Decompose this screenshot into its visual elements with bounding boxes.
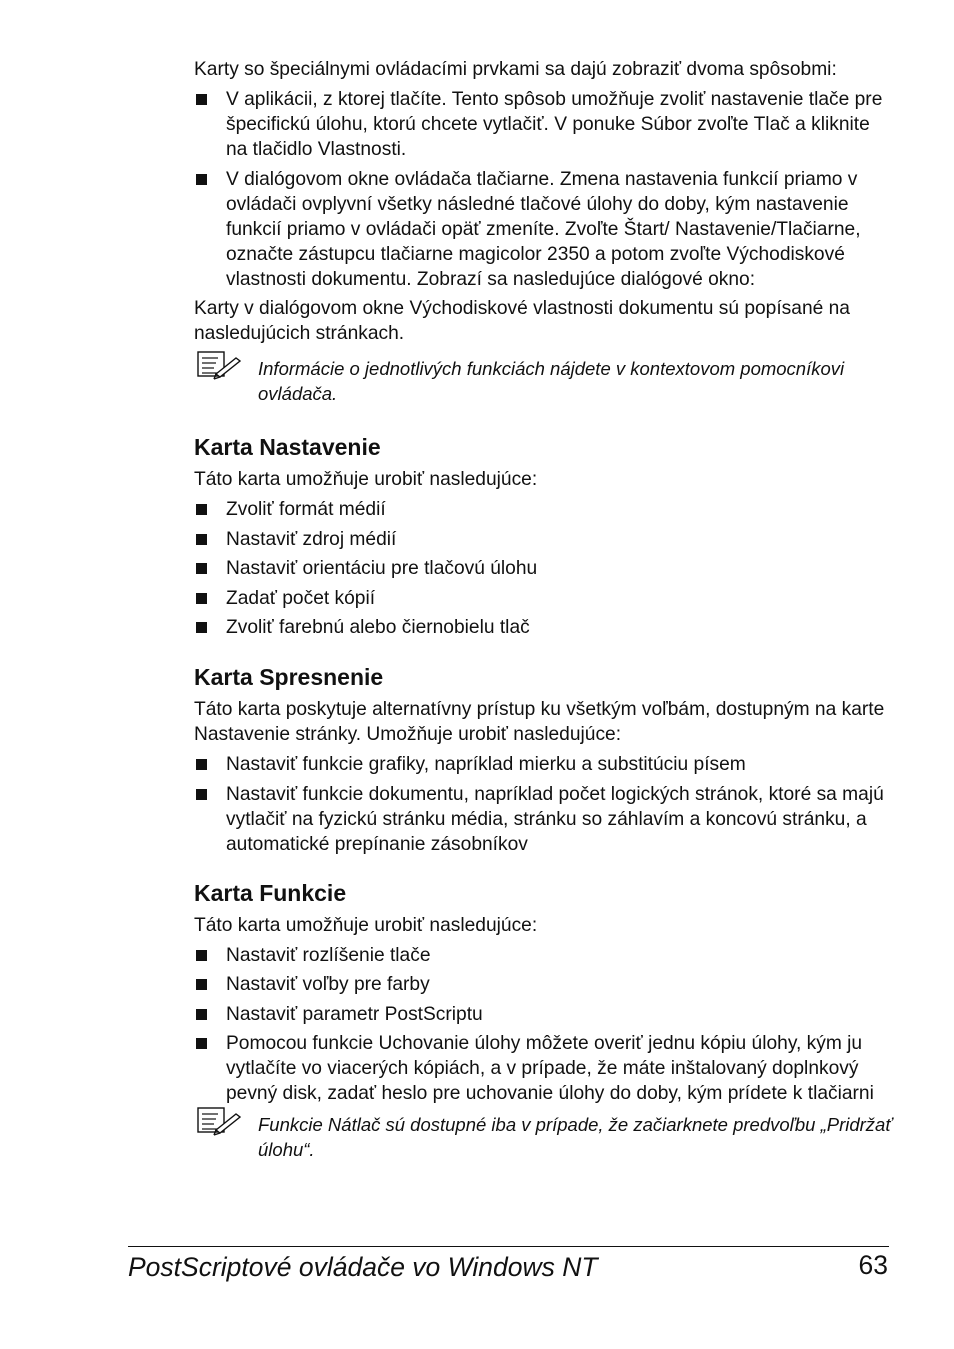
square-bullet-icon xyxy=(196,593,207,604)
square-bullet-icon xyxy=(196,563,207,574)
list-item-text: Zvoliť farebnú alebo čiernobielu tlač xyxy=(226,617,530,638)
list-item-text: Zvoliť formát médií xyxy=(226,499,386,520)
list-item xyxy=(194,1031,894,1106)
square-bullet-icon xyxy=(196,1038,207,1049)
list-item xyxy=(194,87,894,162)
note-pencil-icon xyxy=(196,1104,244,1140)
square-bullet-icon xyxy=(196,534,207,545)
section-heading: Karta Spresnenie xyxy=(194,664,384,690)
square-bullet-icon xyxy=(196,1009,207,1020)
list-item-text: Nastaviť parametr PostScriptu xyxy=(226,1003,483,1025)
footer-title: PostScriptové ovládače vo Windows NT xyxy=(128,1252,598,1282)
list-item-text: Pomocou funkcie Uchovanie úlohy môžete overiť jednu kópiu úlohy, kým ju vytlačíte vo viacerých kópiách, a v prípade, že máte inštalovaný doplnkový pevný disk, zadať heslo pre uchovanie úlohy do doby, kým prídete k tlačiarni xyxy=(226,1033,874,1104)
section-heading: Karta Funkcie xyxy=(194,879,347,906)
note-pencil-icon xyxy=(196,348,244,384)
square-bullet-icon xyxy=(196,622,207,633)
spresnenie-list xyxy=(194,752,894,857)
list-item-text: Nastaviť voľby pre farby xyxy=(226,974,430,995)
list-item xyxy=(194,497,894,522)
square-bullet-icon xyxy=(196,174,207,185)
list-item-text: Nastaviť zdroj médií xyxy=(226,528,397,550)
list-item xyxy=(194,1002,894,1027)
list-item xyxy=(194,615,894,640)
list-item-text: Zadať počet kópií xyxy=(226,587,376,609)
square-bullet-icon xyxy=(196,94,207,105)
list-item xyxy=(194,527,894,552)
square-bullet-icon xyxy=(196,504,207,515)
note-text: Funkcie Nátlač sú dostupné iba v prípade, že začiarknete predvoľbu „Pridržať úlohu“. xyxy=(258,1114,892,1160)
list-item xyxy=(194,972,894,997)
list-item xyxy=(194,167,894,292)
note-block xyxy=(194,1112,894,1162)
list-item xyxy=(194,556,894,581)
list-item-text: Nastaviť orientáciu pre tlačovú úlohu xyxy=(226,558,538,579)
list-item-text: Nastaviť funkcie dokumentu, napríklad počet logických stránok, ktoré sa majú vytlačiť na fyzickú stránku média, stránku so záhlavím a koncovú stránku, a automatické prepínanie zásobníkov xyxy=(226,783,884,855)
page-number: 63 xyxy=(858,1250,888,1280)
list-item-text: V aplikácii, z ktorej tlačíte. Tento spôsob umožňuje zvoliť nastavenie tlače pre špecifickú úlohu, ktorú chcete vytlačiť. V ponuke Súbor zvoľte Tlač a kliknite na tlačidlo Vlastnosti. xyxy=(226,89,883,160)
list-item xyxy=(194,782,894,857)
list-item xyxy=(194,586,894,611)
nastavenie-list xyxy=(194,497,894,640)
tabs-description: Karty v dialógovom okne Východiskové vlastnosti dokumentu sú popísané na nasledujúcich stránkach. xyxy=(194,298,850,344)
intro-bullet-list xyxy=(194,87,894,292)
square-bullet-icon xyxy=(196,759,207,770)
section-heading: Karta Nastavenie xyxy=(194,434,381,460)
square-bullet-icon xyxy=(196,979,207,990)
note-text: Informácie o jednotlivých funkciách nájdete v kontextovom pomocníkovi ovládača. xyxy=(258,358,845,404)
note-block xyxy=(194,356,894,406)
square-bullet-icon xyxy=(196,950,207,961)
list-item-text: Nastaviť funkcie grafiky, napríklad mierku a substitúciu písem xyxy=(226,754,746,775)
footer-divider xyxy=(128,1246,889,1247)
funkcie-list xyxy=(194,943,894,1107)
list-item-text: V dialógovom okne ovládača tlačiarne. Zmena nastavenia funkcií priamo v ovládači ovplyvní všetky následné tlačové úlohy do doby, kým nastavenie funkcií priamo v ovládači opäť zmeníte. Zvoľte Štart/ Nastavenie/Tlačiarne, označte zástupcu tlačiarne magicolor 2350 a potom zvoľte Východiskové vlastnosti dokumentu. Zobrazí sa nasledujúce dialógové okno: xyxy=(226,168,861,290)
section-lead: Táto karta umožňuje urobiť nasledujúce: xyxy=(194,914,538,936)
list-item xyxy=(194,943,894,968)
section-lead: Táto karta umožňuje urobiť nasledujúce: xyxy=(194,469,538,490)
square-bullet-icon xyxy=(196,789,207,800)
page-content xyxy=(194,57,894,1162)
list-item xyxy=(194,752,894,777)
intro-text: Karty so špeciálnymi ovládacími prvkami sa dajú zobraziť dvoma spôsobmi: xyxy=(194,59,837,80)
section-lead: Táto karta poskytuje alternatívny prístup ku všetkým voľbám, dostupným na karte Nastavenie stránky. Umožňuje urobiť nasledujúce: xyxy=(194,699,885,745)
list-item-text: Nastaviť rozlíšenie tlače xyxy=(226,944,431,966)
